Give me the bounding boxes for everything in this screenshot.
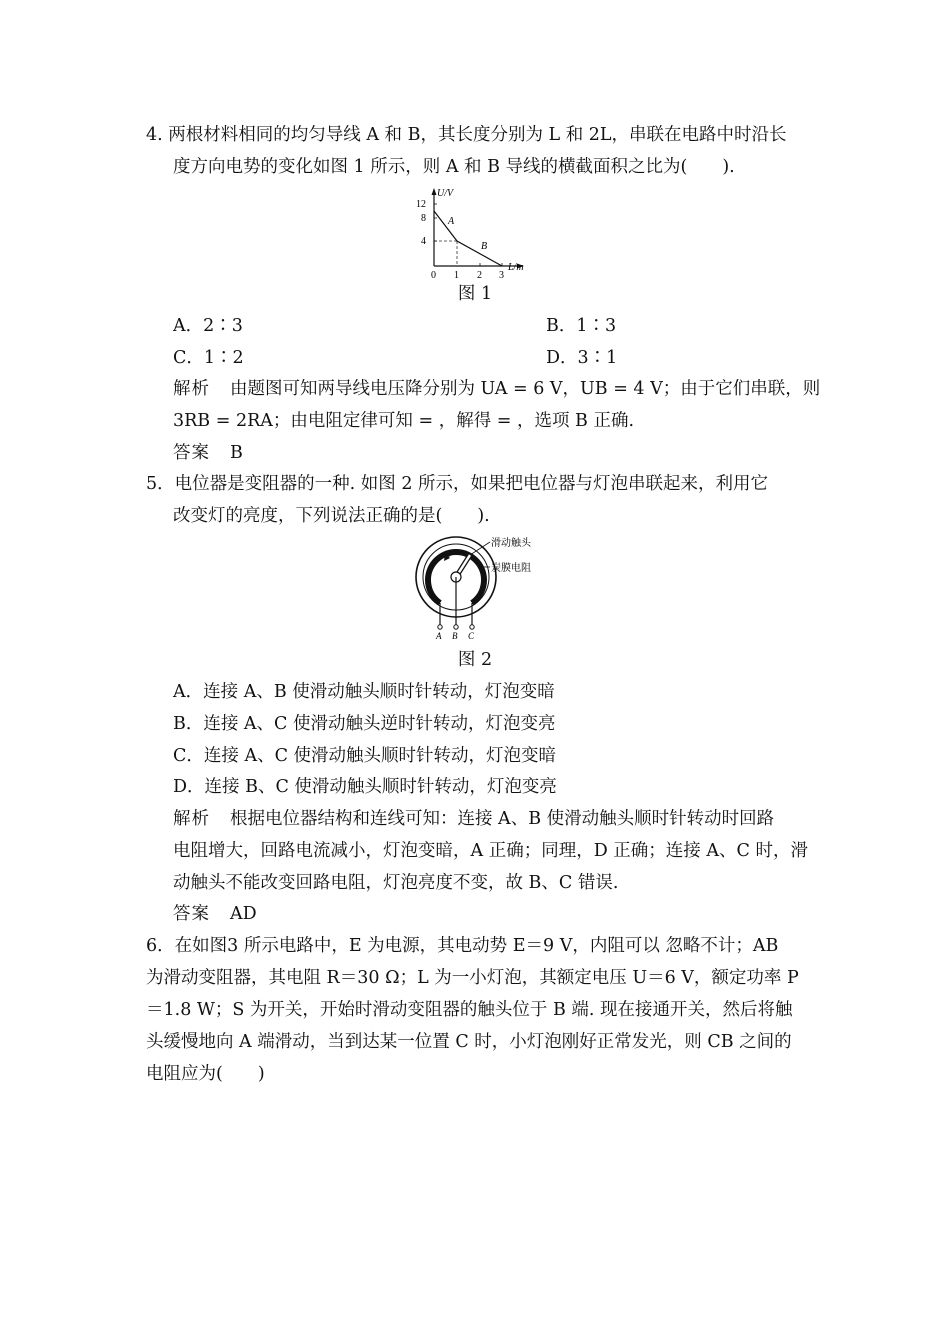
q4-analysis-line2: 3RB = 2RA；由电阻定律可知 = ，解得 = ，选项 B 正确. (173, 411, 635, 431)
y-tick-label: 12 (416, 199, 426, 210)
terminal-b-label: B (452, 631, 458, 641)
slider-label: 滑动触头 (491, 538, 531, 549)
x-tick-label: 3 (499, 270, 504, 281)
q4-stem-line1: 4. 两根材料相同的均匀导线 A 和 B，其长度分别为 L 和 2L，串联在电路中时沿长 (146, 125, 787, 145)
terminal-c-label: C (468, 631, 475, 641)
q6-stem-line4: 头缓慢地向 A 端滑动，当到达某一位置 C 时，小灯泡刚好正常发光，则 CB 之间的 (146, 1032, 792, 1052)
x-axis-label: L/m (508, 262, 524, 273)
q5-option-d: D．连接 B、C 使滑动触头顺时针转动，灯泡变亮 (173, 777, 557, 797)
q4-option-d: D．3∶1 (546, 348, 618, 368)
figure-1-graph (412, 186, 538, 281)
figure-2-caption: 图 2 (457, 650, 493, 670)
q4-option-a: A．2∶3 (173, 316, 243, 336)
q5-answer-value: AD (230, 904, 257, 924)
q6-stem-line3: ＝1.8 W；S 为开关，开始时滑动变阻器的触头位于 B 端. 现在接通开关，然后将触 (146, 1000, 793, 1020)
analysis-label: 解析 (173, 809, 210, 829)
x-tick-label: 2 (477, 270, 482, 281)
q5-option-c: C．连接 A、C 使滑动触头顺时针转动，灯泡变暗 (173, 746, 557, 766)
q4-analysis-text1: 由题图可知两导线电压降分别为 UA = 6 V，UB = 4 V；由于它们串联，则 (230, 379, 821, 399)
q4-stem-line2: 度方向电势的变化如图 1 所示，则 A 和 B 导线的横截面积之比为( ). (173, 157, 735, 177)
q6-stem-line2: 为滑动变阻器，其电阻 R＝30 Ω；L 为一小灯泡，其额定电压 U＝6 V，额定功率 P (146, 968, 799, 988)
q5-analysis-line2: 电阻增大，回路电流减小，灯泡变暗，A 正确；同理，D 正确；连接 A、C 时，滑 (173, 841, 808, 861)
segment-b-label: B (481, 241, 488, 252)
q4-option-b: B．1∶3 (546, 316, 617, 336)
q4-answer-value: B (230, 443, 243, 463)
y-tick-label: 4 (421, 236, 426, 247)
x-tick-label: 1 (454, 270, 459, 281)
q5-stem-line2: 改变灯的亮度，下列说法正确的是( ). (173, 506, 490, 526)
q6-stem-line5: 电阻应为( ) (146, 1064, 265, 1084)
q5-option-b: B．连接 A、C 使滑动触头逆时针转动，灯泡变亮 (173, 714, 556, 734)
terminal-a-label: A (436, 631, 442, 641)
q5-answer (173, 901, 257, 927)
q5-analysis-text1: 根据电位器结构和连线可知：连接 A、B 使滑动触头顺时针转动时回路 (230, 809, 775, 829)
q5-stem-line1: 5．电位器是变阻器的一种. 如图 2 所示，如果把电位器与灯泡串联起来，利用它 (146, 474, 769, 494)
figure-1-caption: 图 1 (457, 284, 493, 304)
q6-stem-line1: 6．在如图3 所示电路中，E 为电源，其电动势 E＝9 V，内阻可以 忽略不计；AB (146, 936, 779, 956)
carbon-film-label: 炭膜电阻 (491, 563, 531, 574)
analysis-label: 解析 (173, 379, 210, 399)
q4-answer (173, 440, 243, 466)
figure-2-potentiometer (410, 533, 560, 641)
segment-a-label: A (448, 216, 455, 227)
q4-analysis-line1 (173, 376, 820, 402)
answer-label: 答案 (173, 443, 210, 463)
q5-analysis-line3: 动触头不能改变回路电阻，灯泡亮度不变，故 B、C 错误. (173, 873, 619, 893)
q5-option-a: A．连接 A、B 使滑动触头顺时针转动，灯泡变暗 (173, 682, 555, 702)
y-tick-label: 8 (421, 213, 426, 224)
q5-analysis-line1 (173, 806, 774, 832)
x-tick-label: 0 (431, 270, 436, 281)
q4-option-c: C．1∶2 (173, 348, 244, 368)
y-axis-label: U/V (437, 188, 454, 199)
answer-label: 答案 (173, 904, 210, 924)
